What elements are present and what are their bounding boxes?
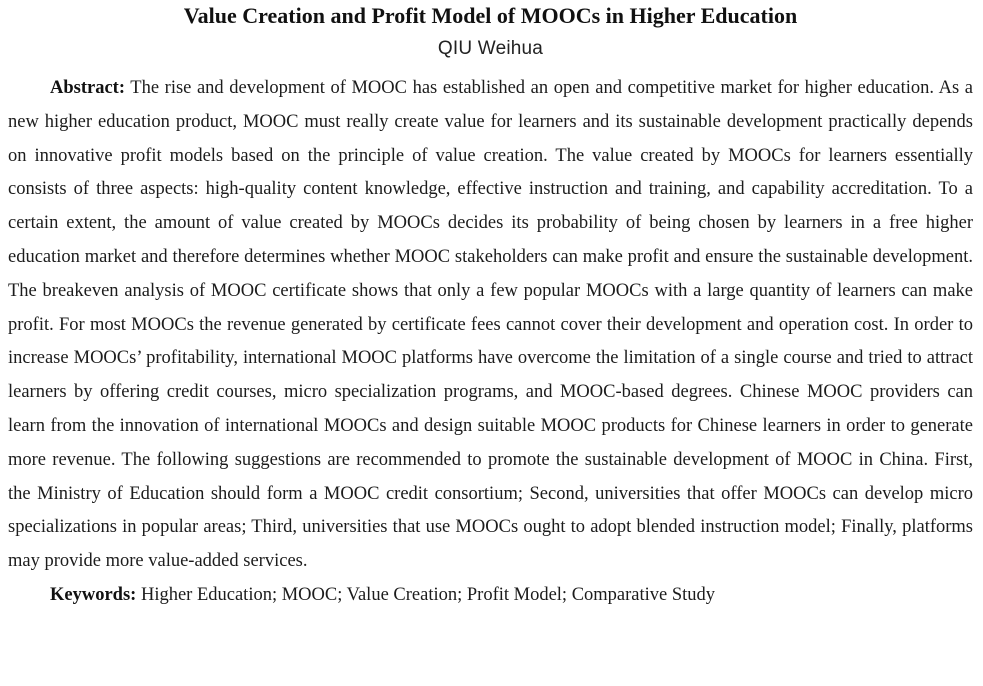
abstract-text: The rise and development of MOOC has established an open and competitive market for higher education. As a new higher education product, MOOC must really create value for learners and its sustainable development practically depends on innovative profit models based on the principle of value creation. The value created by MOOCs for learners essentially consists of three aspects: high-quality content knowledge, effective instruction and training, and capability accreditation. To a certain extent, the amount of value created by MOOCs decides its probability of being chosen by learners in a free higher education market and therefore determines whether MOOC stakeholders can make profit and ensure the sustainable development. The breakeven analysis of MOOC certificate shows that only a few popular MOOCs with a large quantity of learners can make profit. For most MOOCs the revenue generated by certificate fees cannot cover their development and operation cost. In order to increase MOOCs’ profitability, international MOOC platforms have overcome the limitation of a single course and tried to attract learners by offering credit courses, micro specialization programs, and MOOC-based degrees. Chinese MOOC providers can learn from the innovation of international MOOCs and design suitable MOOC products for Chinese learners in order to generate more revenue. The following suggestions are recommended to promote the sustainable development of MOOC in China. First, the Ministry of Education should form a MOOC credit consortium; Second, universities that offer MOOCs can develop micro specializations in popular areas; Third, universities that use MOOCs ought to adopt blended instruction model; Finally, platforms may provide more value-added services. <box>8 78 973 572</box>
keywords-text: Higher Education; MOOC; Value Creation; Profit Model; Comparative Study <box>140 584 716 605</box>
abstract-label: Abstract: <box>50 78 126 98</box>
paper-title: Value Creation and Profit Model of MOOCs in Higher Education <box>183 3 798 28</box>
paper-author: QIU Weihua <box>437 38 544 59</box>
keywords-paragraph <box>8 579 973 613</box>
abstract-paragraph <box>8 72 973 579</box>
keywords-label: Keywords: <box>50 584 137 605</box>
